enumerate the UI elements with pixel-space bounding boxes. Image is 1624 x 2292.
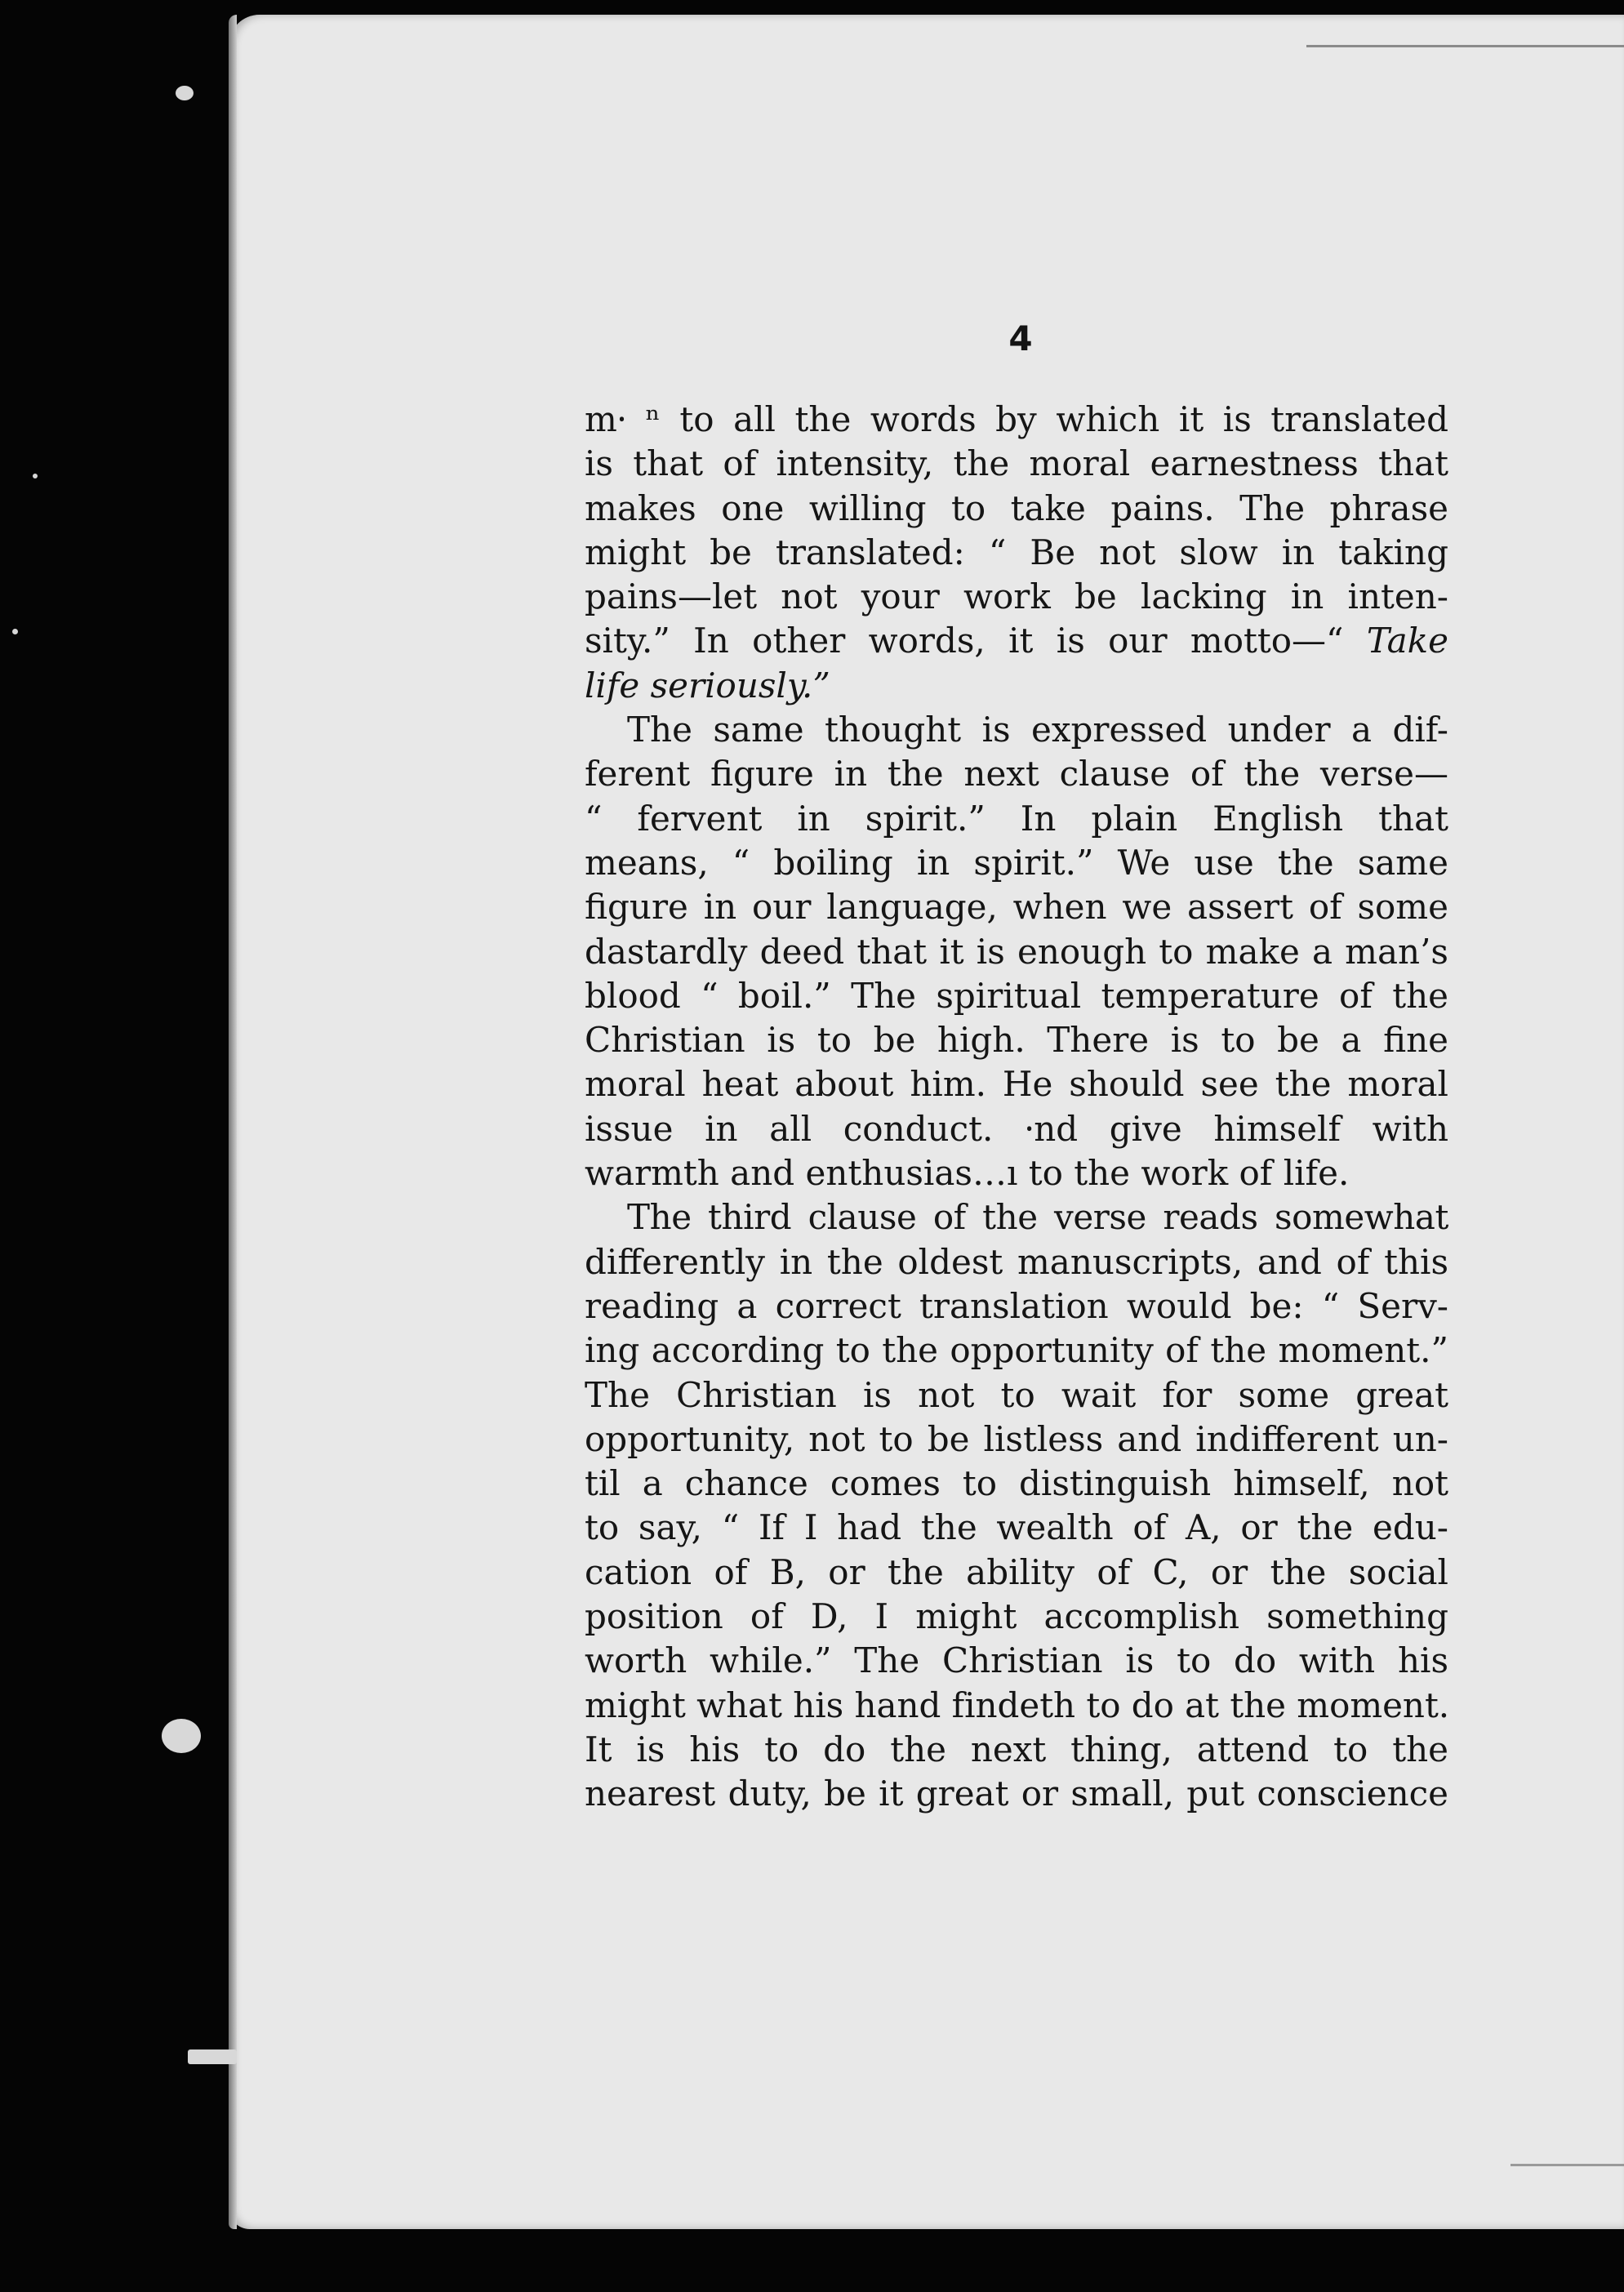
text-line: It is his to do the next thing, attend to the (585, 1729, 1448, 1769)
text-line: to say, “ If I had the wealth of A, or the edu- (585, 1507, 1448, 1548)
text-line: moral heat about him. He should see the moral (585, 1064, 1448, 1105)
scan-speck (33, 474, 38, 478)
text-line (585, 619, 1448, 663)
text-line: issue in all conduct. ⸱nd give himself with (585, 1108, 1448, 1149)
text-line: worth while.” The Christian is to do with his (585, 1640, 1448, 1681)
text-line: differently in the oldest manuscripts, and of this (585, 1241, 1448, 1282)
bottom-edge-mark (1511, 2164, 1624, 2166)
text-line: makes one willing to take pains. The phrase (585, 487, 1448, 528)
text-line: position of D, I might accomplish something (585, 1596, 1448, 1637)
text-line: ferent figure in the next clause of the verse— (585, 754, 1448, 794)
text-line: “ fervent in spirit.” In plain English that (585, 798, 1448, 839)
text-line: The same thought is expressed under a dif- (627, 710, 1448, 750)
text-line: ing according to the opportunity of the moment.” (585, 1330, 1448, 1371)
text-line: reading a correct translation would be: “ Serv- (585, 1285, 1448, 1326)
text-line: Christian is to be high. There is to be a fine (585, 1020, 1448, 1061)
text-line-main: sity.” In other words, it is our motto—“ (585, 621, 1344, 661)
text-line: life seriously.” (585, 665, 830, 705)
text-line: The Christian is not to wait for some great (585, 1374, 1448, 1415)
text-line: is that of intensity, the moral earnestness that (585, 443, 1448, 484)
body-text (585, 398, 1448, 1828)
scan-speck (162, 1719, 201, 1753)
text-line: cation of B, or the ability of C, or the social (585, 1551, 1448, 1592)
text-line: might what his hand findeth to do at the moment. (585, 1685, 1450, 1725)
text-line: warmth and enthusias…ı to the work of life. (585, 1153, 1350, 1194)
text-line: m⸱ ⁿ to all the words by which it is translated (585, 399, 1448, 439)
page-edge-shadow (229, 15, 237, 2229)
text-line: opportunity, not to be listless and indifferent un- (585, 1418, 1448, 1459)
text-line: nearest duty, be it great or small, put conscience (585, 1774, 1448, 1814)
page-number: 4 (1008, 318, 1033, 358)
text-line: The third clause of the verse reads somewhat (627, 1197, 1448, 1238)
text-line: means, “ boiling in spirit.” We use the same (585, 842, 1448, 883)
text-line-italic: Take (1366, 621, 1448, 661)
text-line: dastardly deed that it is enough to make a man’s (585, 931, 1448, 972)
text-line: figure in our language, when we assert of some (585, 887, 1448, 928)
text-line: til a chance comes to distinguish himself, not (585, 1463, 1448, 1504)
scan-speck (188, 2049, 237, 2064)
scan-speck (176, 86, 194, 100)
scan-speck (12, 629, 18, 634)
text-line: might be translated: “ Be not slow in taking (585, 532, 1448, 572)
top-edge-mark (1306, 45, 1624, 47)
text-line: blood “ boil.” The spiritual temperature of the (585, 975, 1448, 1016)
text-line: pains—let not your work be lacking in inten- (585, 576, 1448, 617)
